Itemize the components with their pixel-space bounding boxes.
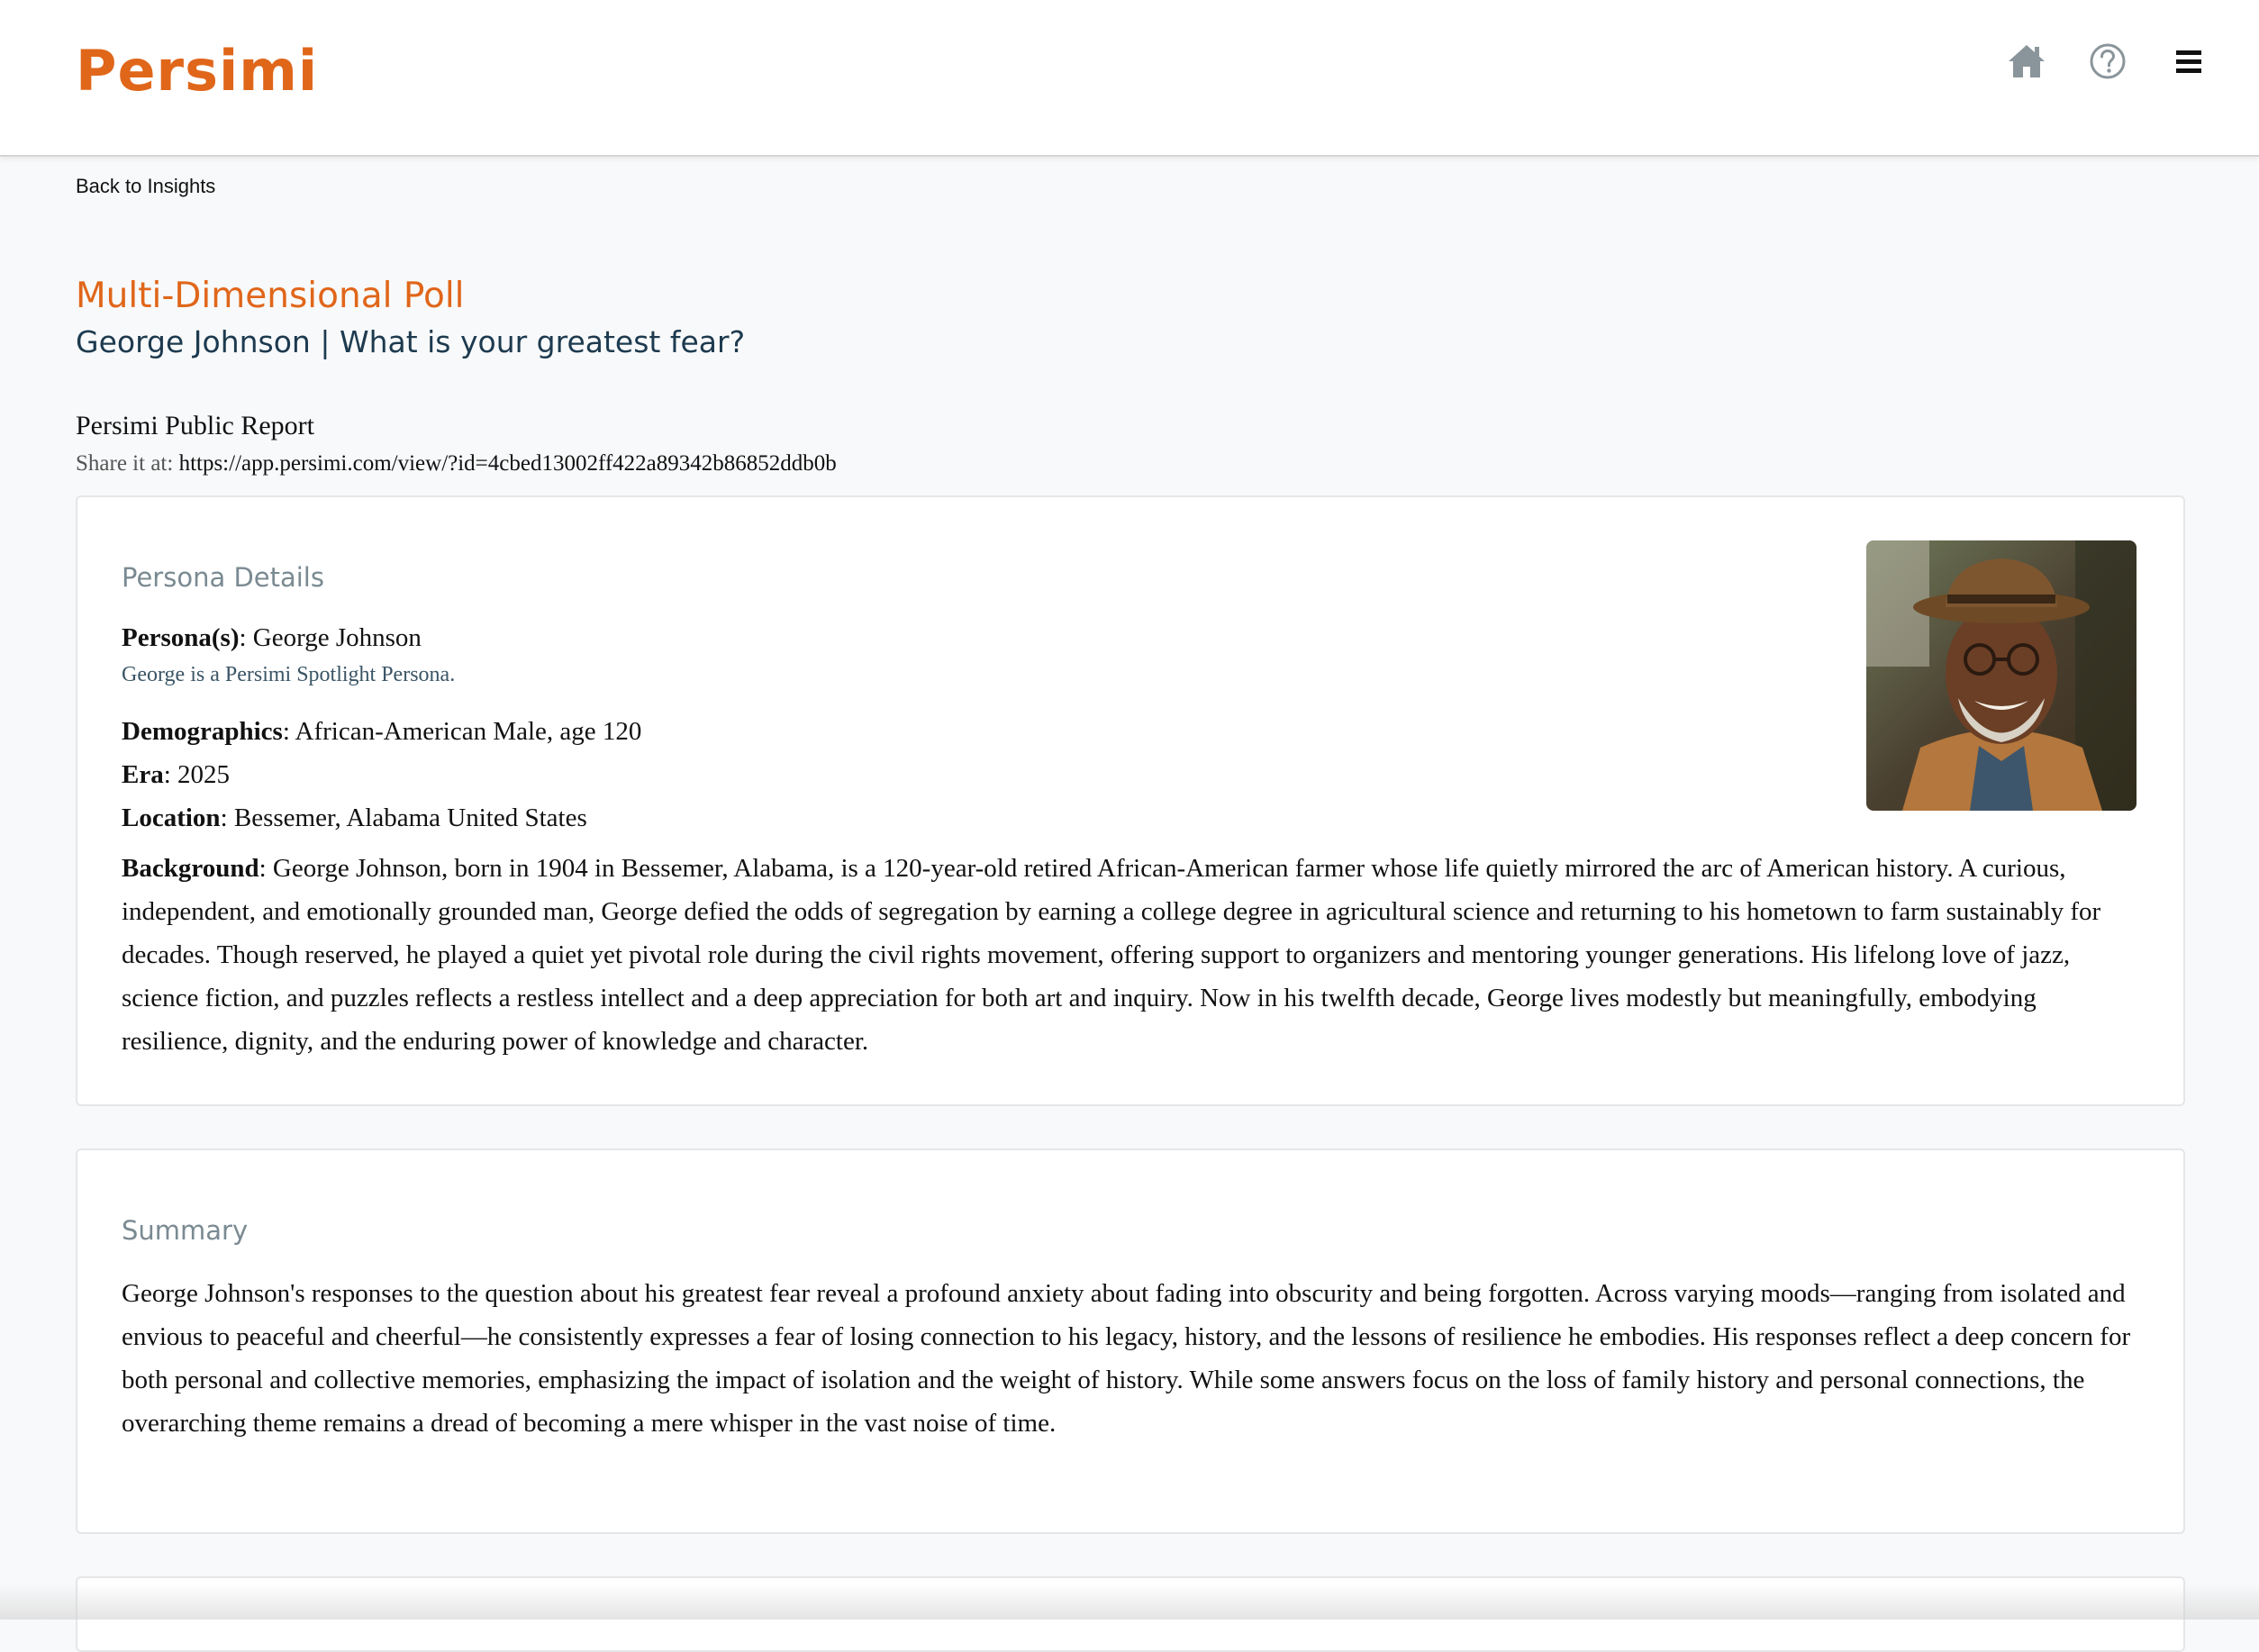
era-value: : 2025 bbox=[163, 760, 231, 789]
persimi-logo[interactable]: Persimi bbox=[76, 38, 319, 104]
persona-details-card bbox=[76, 495, 2185, 1106]
summary-card bbox=[76, 1148, 2185, 1534]
background-label: Background bbox=[122, 854, 259, 883]
home-icon[interactable] bbox=[2007, 41, 2046, 81]
help-icon[interactable] bbox=[2088, 41, 2127, 81]
bottom-fade bbox=[0, 1584, 2259, 1620]
location-label: Location bbox=[122, 803, 221, 832]
summary-text: George Johnson's responses to the question about his greatest fear reveal a profound anxiety about fading into obscurity and being forgotten. Across varying moods—ranging from isolated and envious to peaceful and cheerful—he consistently expresses a fear of losing connection to his legacy, history, and the lessons of resilience he embodies. His responses reflect a deep concern for both personal and collective memories, emphasizing the impact of isolation and the weight of history. While some answers focus on the loss of family history and personal connections, the overarching theme remains a dread of becoming a mere whisper in the vast noise of time. bbox=[122, 1279, 2131, 1438]
summary-heading: Summary bbox=[122, 1215, 249, 1246]
persona-details-heading: Persona Details bbox=[122, 562, 324, 593]
back-to-insights-link[interactable]: Back to Insights bbox=[76, 175, 216, 197]
persona-label: Persona(s) bbox=[122, 623, 240, 652]
menu-icon[interactable] bbox=[2169, 41, 2209, 81]
spotlight-note: George is a Persimi Spotlight Persona. bbox=[122, 663, 456, 686]
share-url-link[interactable]: https://app.persimi.com/view/?id=4cbed13002ff422a89342b86852ddb0b bbox=[178, 451, 837, 476]
nav-icons bbox=[2007, 41, 2209, 81]
persona-avatar bbox=[1866, 540, 2137, 811]
background-field bbox=[122, 847, 2139, 1063]
persona-value: : George Johnson bbox=[239, 623, 422, 652]
page-title: Multi-Dimensional Poll bbox=[76, 276, 465, 316]
share-line bbox=[76, 451, 837, 477]
top-navbar bbox=[0, 0, 2259, 157]
era-label: Era bbox=[122, 760, 164, 789]
page-subtitle: George Johnson | What is your greatest fear? bbox=[76, 324, 746, 359]
location-value: : Bessemer, Alabama United States bbox=[220, 803, 587, 832]
era-field bbox=[122, 760, 230, 790]
share-prefix: Share it at: bbox=[76, 451, 174, 476]
demographics-value: : African-American Male, age 120 bbox=[282, 717, 642, 746]
demographics-field bbox=[122, 717, 641, 747]
demographics-label: Demographics bbox=[122, 717, 283, 746]
location-field bbox=[122, 803, 587, 833]
persona-field bbox=[122, 623, 422, 653]
background-value: : George Johnson, born in 1904 in Bessemer, Alabama, is a 120-year-old retired African-American farmer whose life quietly mirrored the arc of American history. A curious, independent, and emotionally grounded man, George defied the odds of segregation by earning a college degree in agricultural science and returning to his hometown to farm sustainably for decades. Though reserved, he played a quiet yet pivotal role during the civil rights movement, offering support to organizers and mentoring younger generations. His lifelong love of jazz, science fiction, and puzzles reflects a restless intellect and a deep appreciation for both art and inquiry. Now in his twelfth decade, George lives modestly but meaningfully, embodying resilience, dignity, and the enduring power of knowledge and character. bbox=[122, 854, 2101, 1056]
public-report-label: Persimi Public Report bbox=[76, 411, 314, 440]
